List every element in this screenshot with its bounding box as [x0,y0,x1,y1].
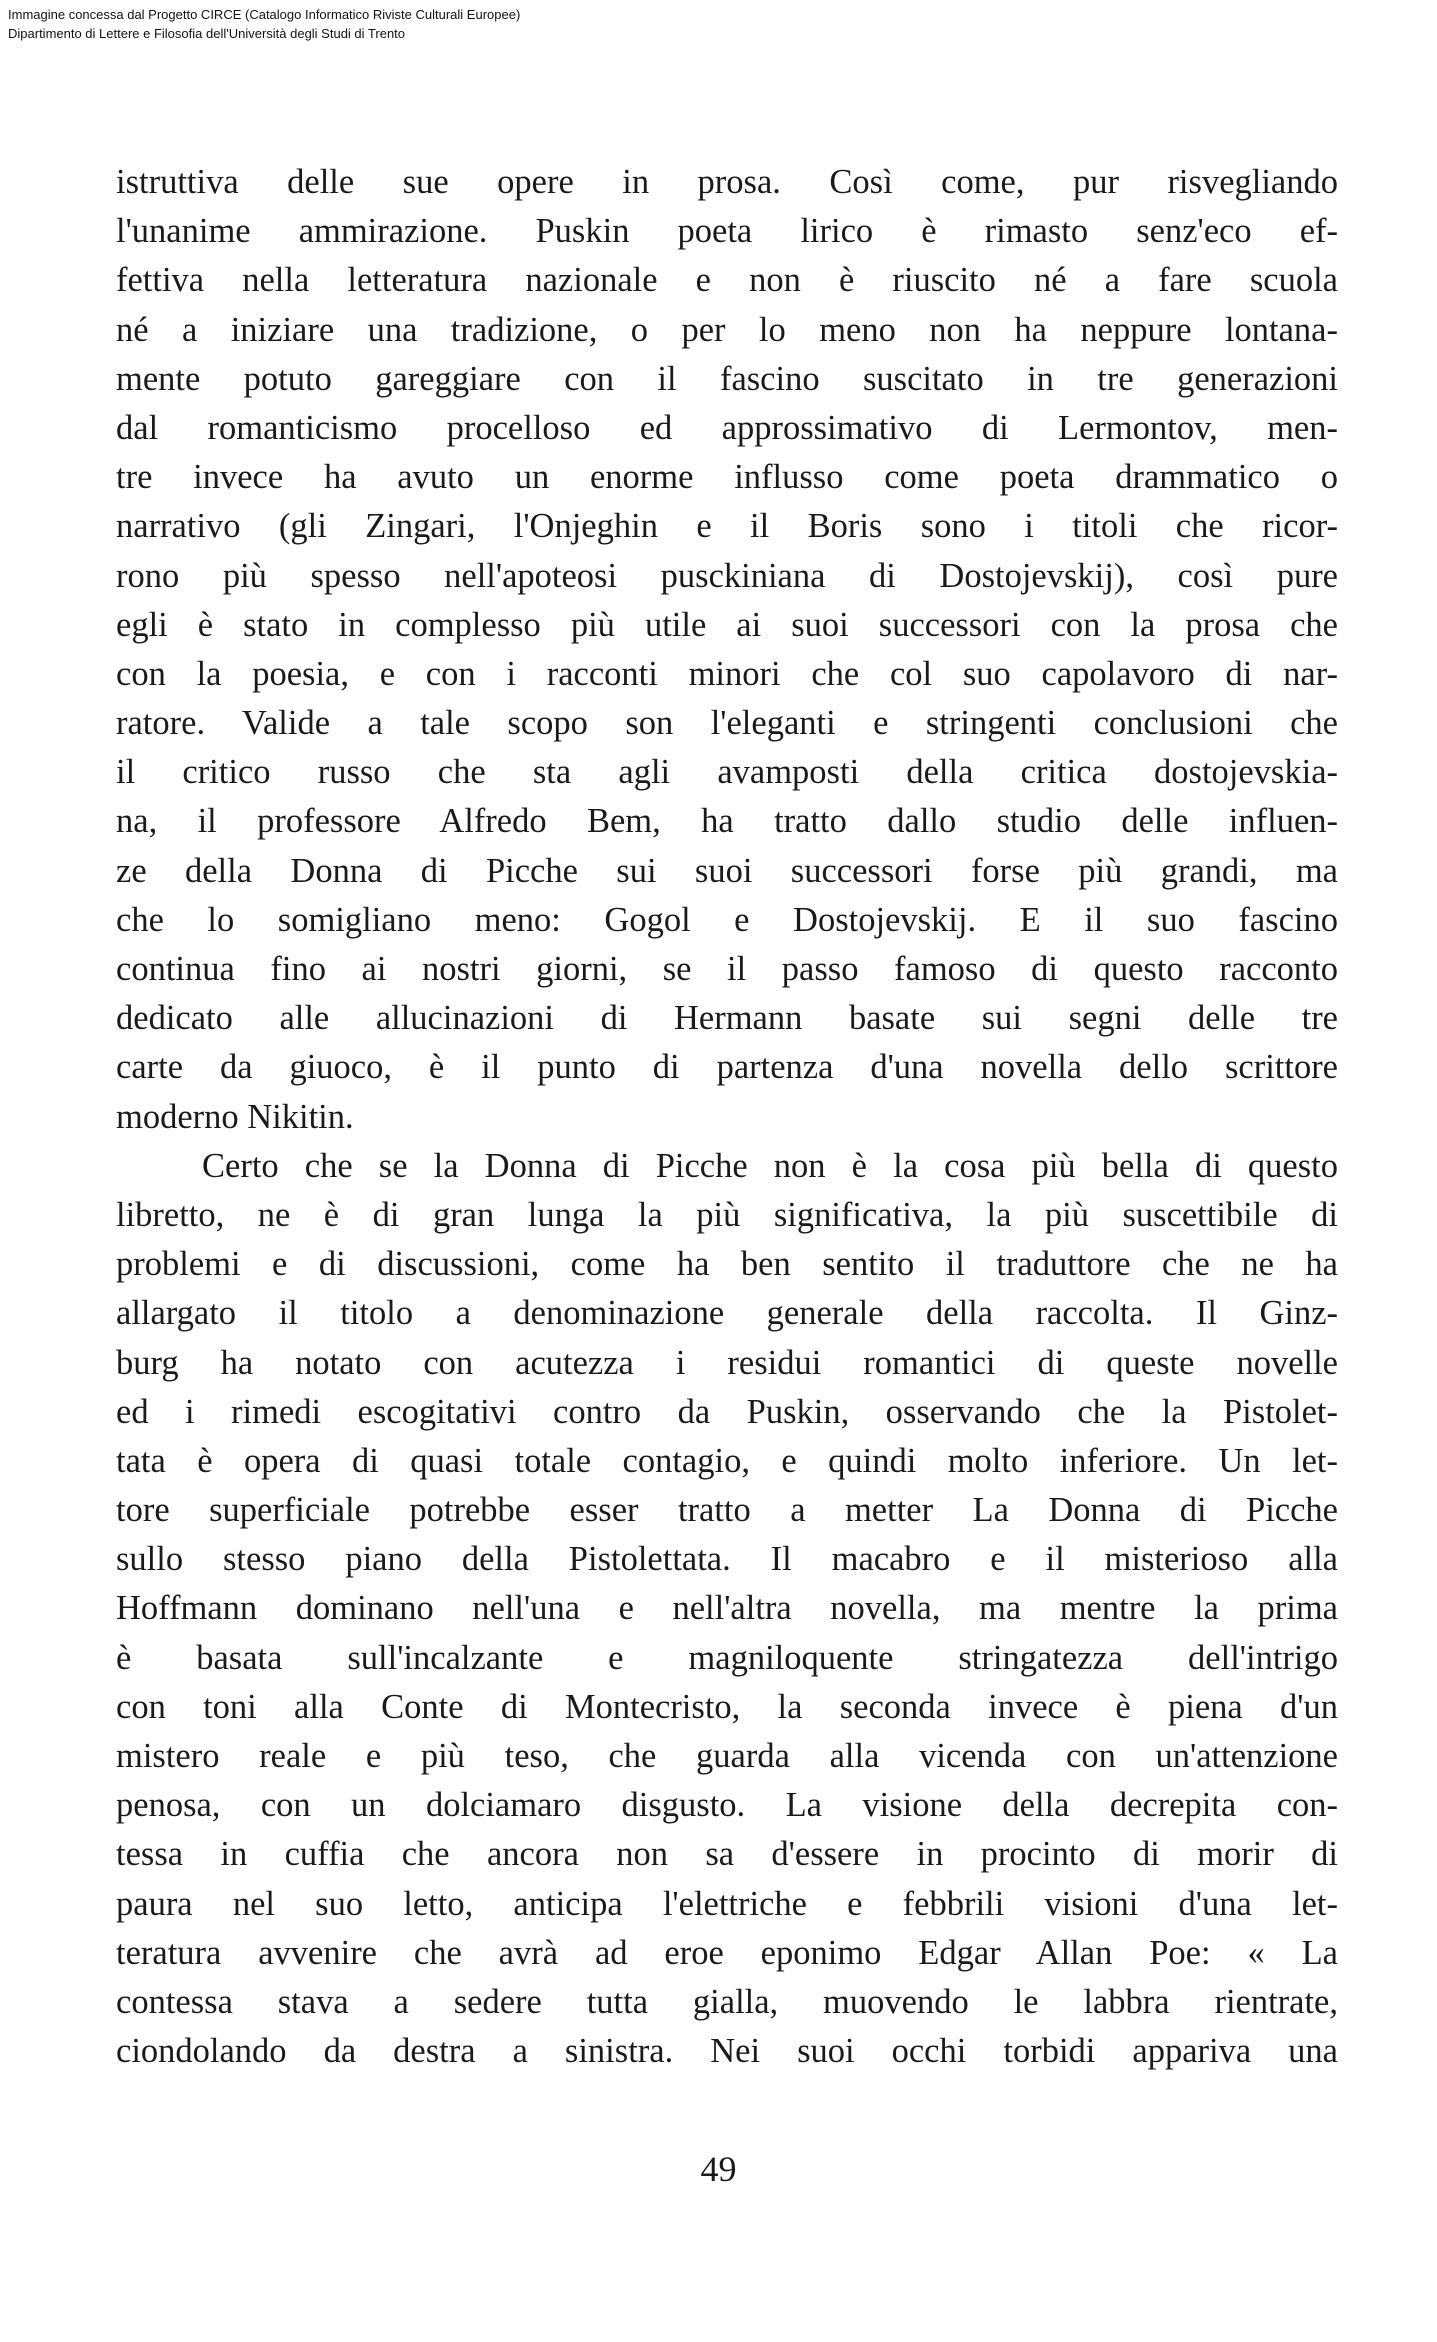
text-line: ed i rimedi escogitativi contro da Puskin, osservando che la Pistolet- [116,1392,1338,1431]
text-line: tessa in cuffia che ancora non sa d'essere in procinto di morir di [116,1835,1338,1874]
text-line: mente potuto gareggiare con il fascino suscitato in tre generazioni [116,359,1338,398]
text-line: rono più spesso nell'apoteosi pusckiniana di Dostojevskij), così pure [116,556,1338,595]
text-line: con toni alla Conte di Montecristo, la seconda invece è piena d'un [116,1687,1338,1726]
text-line: penosa, con un dolciamaro disgusto. La visione della decrepita con- [116,1786,1338,1825]
text-line: moderno Nikitin. [116,1097,354,1136]
text-line: mistero reale e più teso, che guarda alla vicenda con un'attenzione [116,1737,1338,1775]
text-line: burg ha notato con acutezza i residui romantici di queste novelle [116,1343,1338,1382]
text-line: il critico russo che sta agli avamposti della critica dostojevskia- [116,753,1338,792]
text-line: egli è stato in complesso più utile ai suoi successori con la prosa che [116,605,1338,644]
paragraph-2 [116,1142,1338,2077]
text-line: dedicato alle allucinazioni di Hermann basate sui segni delle tre [116,999,1338,1038]
text-line: na, il professore Alfredo Bem, ha tratto dallo studio delle influen- [116,802,1338,841]
text-line: tre invece ha avuto un enorme influsso come poeta drammatico o [116,458,1338,497]
text-line: teratura avvenire che avrà ad eroe eponimo Edgar Allan Poe: « La [116,1933,1338,1972]
text-line: è basata sull'incalzante e magniloquente stringatezza dell'intrigo [116,1638,1338,1677]
image-credit-line-2: Dipartimento di Lettere e Filosofia dell'Università degli Studi di Trento [8,26,406,41]
text-line: ciondolando da destra a sinistra. Nei suoi occhi torbidi appariva una [116,2032,1338,2071]
text-line: che lo somigliano meno: Gogol e Dostojevskij. E il suo fascino [116,900,1338,939]
page-number: 49 [700,2149,737,2189]
text-line: narrativo (gli Zingari, l'Onjeghin e il Boris sono i titoli che ricor- [116,507,1338,546]
text-line: l'unanime ammirazione. Puskin poeta lirico è rimasto senz'eco ef- [116,212,1338,251]
text-line: con la poesia, e con i racconti minori che col suo capolavoro di nar- [116,654,1338,693]
paragraph-1 [116,158,1338,1142]
body-text [116,158,1338,2076]
text-line: problemi e di discussioni, come ha ben sentito il traduttore che ne ha [116,1245,1338,1284]
text-line: carte da giuoco, è il punto di partenza d'una novella dello scrittore [116,1048,1338,1087]
text-line: libretto, ne è di gran lunga la più significativa, la più suscettibile di [116,1195,1338,1234]
text-line: allargato il titolo a denominazione generale della raccolta. Il Ginz- [116,1294,1338,1333]
text-line: Hoffmann dominano nell'una e nell'altra novella, ma mentre la prima [116,1589,1338,1628]
text-line: fettiva nella letteratura nazionale e non è riuscito né a fare scuola [116,261,1338,300]
text-line: istruttiva delle sue opere in prosa. Così come, pur risvegliando [116,163,1338,201]
text-line: paura nel suo letto, anticipa l'elettriche e febbrili visioni d'una let- [116,1884,1338,1923]
text-line: tata è opera di quasi totale contagio, e quindi molto inferiore. Un let- [116,1441,1338,1480]
text-line: tore superficiale potrebbe esser tratto a metter La Donna di Picche [116,1491,1338,1530]
text-line: sullo stesso piano della Pistolettata. Il macabro e il misterioso alla [116,1540,1338,1579]
text-line: continua fino ai nostri giorni, se il passo famoso di questo racconto [116,950,1338,988]
image-credit-line-1: Immagine concessa dal Progetto CIRCE (Catalogo Informatico Riviste Culturali Europee) [8,7,521,22]
text-line: ze della Donna di Picche sui suoi successori forse più grandi, ma [116,851,1338,890]
text-line: contessa stava a sedere tutta gialla, muovendo le labbra rientrate, [116,1982,1338,2021]
text-line: dal romanticismo procelloso ed approssimativo di Lermontov, men- [116,408,1338,447]
text-line: Certo che se la Donna di Picche non è la cosa più bella di questo [202,1146,1338,1185]
text-line: né a iniziare una tradizione, o per lo meno non ha neppure lontana- [116,310,1338,349]
text-line: ratore. Valide a tale scopo son l'eleganti e stringenti conclusioni che [116,704,1338,743]
